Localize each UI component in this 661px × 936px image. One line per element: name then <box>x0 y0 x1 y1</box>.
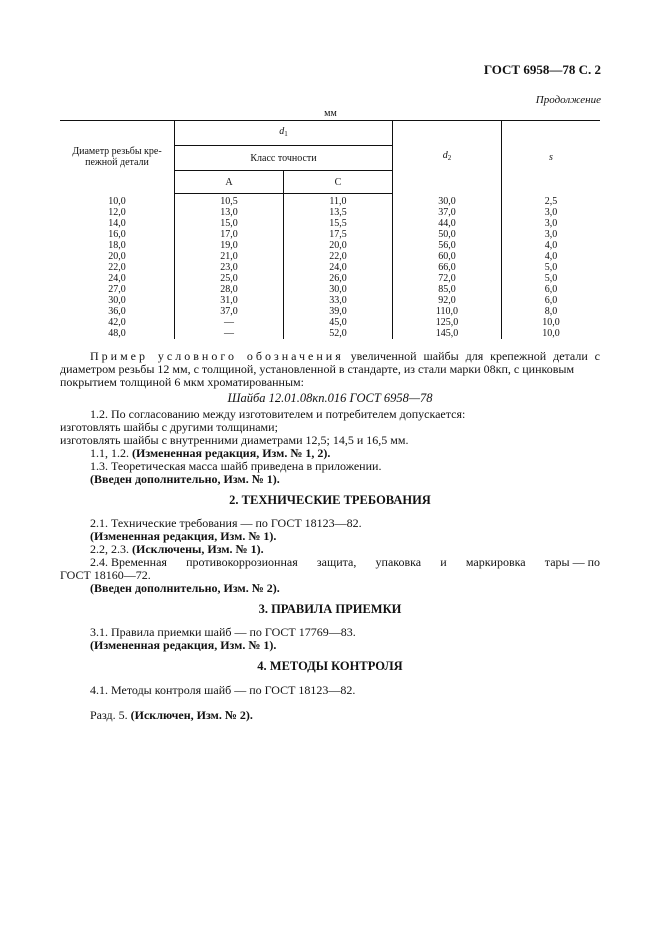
table-cell: 3,0 <box>502 207 601 218</box>
table-cell: 6,0 <box>502 284 601 295</box>
table-cell: 50,0 <box>393 229 502 240</box>
para-2-1: 2.1. Технические требования — по ГОСТ 18123—82. <box>90 516 362 530</box>
table-row <box>60 207 600 218</box>
table-cell: 12,0 <box>108 207 126 218</box>
dimensions-table <box>60 120 600 339</box>
table-row <box>60 251 600 262</box>
table-cell: 66,0 <box>393 262 502 273</box>
table-cell: 145,0 <box>393 328 502 339</box>
page-header: ГОСТ 6958—78 С. 2 <box>483 62 601 77</box>
continuation-label: Продолжение <box>535 94 601 106</box>
para-1-2: 1.2. По согласованию между изготовителем и потребителем допускается: <box>90 407 466 421</box>
unit-label: мм <box>324 108 337 119</box>
table-cell: 72,0 <box>393 273 502 284</box>
table-cell: 39,0 <box>284 306 393 317</box>
table-cell: 92,0 <box>393 295 502 306</box>
table-cell: 4,0 <box>502 251 601 262</box>
table-row <box>60 328 600 339</box>
table-cell: 16,0 <box>108 229 126 240</box>
para-3-1: 3.1. Правила приемки шайб — по ГОСТ 17769—83. <box>90 625 356 639</box>
table-cell: 10,0 <box>108 195 126 207</box>
table-cell: 3,0 <box>502 218 601 229</box>
table-cell: 37,0 <box>393 207 502 218</box>
table-cell: 24,0 <box>108 273 126 284</box>
example-lead: Пример условного обозначения <box>90 349 344 363</box>
para-1-2-item-2: изготовлять шайбы с внутренними диаметрами 12,5; 14,5 и 16,5 мм. <box>60 433 409 447</box>
table-cell: 15,0 <box>175 218 284 229</box>
example-line-3: покрытием толщиной 6 мкм хроматированным: <box>60 375 304 389</box>
table-cell: 30,0 <box>393 194 502 208</box>
table-cell: 22,0 <box>284 251 393 262</box>
table-cell: 26,0 <box>284 273 393 284</box>
section-2-title: 2. ТЕХНИЧЕСКИЕ ТРЕБОВАНИЯ <box>229 493 431 507</box>
table-cell: 24,0 <box>284 262 393 273</box>
para-2-4-note: (Введен дополнительно, Изм. № 2). <box>90 581 280 595</box>
table-cell: 5,0 <box>502 262 601 273</box>
table-cell: 8,0 <box>502 306 601 317</box>
table-cell: 30,0 <box>108 295 126 306</box>
table-cell: 18,0 <box>108 240 126 251</box>
table-cell: — <box>175 317 284 328</box>
para-2-1-note: (Измененная редакция, Изм. № 1). <box>90 529 277 543</box>
table-cell: 28,0 <box>175 284 284 295</box>
table-cell: 56,0 <box>393 240 502 251</box>
table-cell: — <box>175 328 284 339</box>
table-cell: 52,0 <box>284 328 393 339</box>
table-cell: 13,0 <box>175 207 284 218</box>
table-cell: 10,0 <box>502 328 601 339</box>
designation-example: Шайба 12.01.08кп.016 ГОСТ 6958—78 <box>227 391 433 405</box>
section-5-note: Разд. 5. (Исключен, Изм. № 2). <box>90 708 253 722</box>
para-1-3: 1.3. Теоретическая масса шайб приведена в приложении. <box>90 459 382 473</box>
table-row <box>60 295 600 306</box>
table-row <box>60 306 600 317</box>
table-cell: 125,0 <box>393 317 502 328</box>
table-cell: 11,0 <box>284 194 393 208</box>
table-cell: 48,0 <box>108 328 126 339</box>
table-cell: 44,0 <box>393 218 502 229</box>
table-cell: 37,0 <box>175 306 284 317</box>
table-row <box>60 284 600 295</box>
table-cell: 3,0 <box>502 229 601 240</box>
table-cell: 2,5 <box>502 194 601 208</box>
table-cell: 22,0 <box>108 262 126 273</box>
table-cell: 25,0 <box>175 273 284 284</box>
table-cell: 15,5 <box>284 218 393 229</box>
col-s-header: s <box>502 121 601 194</box>
para-1-3-note: (Введен дополнительно, Изм. № 1). <box>90 472 280 486</box>
para-2-4: 2.4. Временная противокоррозионная защита, упаковка и маркировка тары — по <box>90 555 600 569</box>
table-cell: 20,0 <box>284 240 393 251</box>
col-class-c-header: C <box>284 171 393 194</box>
table-cell: 17,0 <box>175 229 284 240</box>
table-row <box>60 194 600 208</box>
para-1-1-note: 1.1, 1.2. (Измененная редакция, Изм. № 1, 2). <box>90 446 331 460</box>
table-cell: 85,0 <box>393 284 502 295</box>
table-cell: 5,0 <box>502 273 601 284</box>
table-row <box>60 218 600 229</box>
para-3-1-note: (Измененная редакция, Изм. № 1). <box>90 638 277 652</box>
table-cell: 4,0 <box>502 240 601 251</box>
example-line-2: диаметром резьбы 12 мм, с толщиной, установленной в стандарте, из стали марки 08кп, с цинковым <box>60 362 575 376</box>
para-4-1: 4.1. Методы контроля шайб — по ГОСТ 18123—82. <box>90 683 356 697</box>
table-cell: 10,5 <box>175 194 284 208</box>
table-cell: 19,0 <box>175 240 284 251</box>
col-d1-header: $d_1$ <box>175 121 393 146</box>
para-2-4-cont: ГОСТ 18160—72. <box>60 568 151 582</box>
para-1-2-item-1: изготовлять шайбы с другими толщинами; <box>60 420 278 434</box>
table-row <box>60 273 600 284</box>
table-row <box>60 229 600 240</box>
col-class-a-header: A <box>175 171 284 194</box>
para-2-2-2-3: 2.2, 2.3. (Исключены, Изм. № 1). <box>90 542 264 556</box>
table-row <box>60 317 600 328</box>
col-accuracy-class-header: Класс точности <box>175 146 393 171</box>
table-row <box>60 262 600 273</box>
table-cell: 13,5 <box>284 207 393 218</box>
table-cell: 14,0 <box>108 218 126 229</box>
table-cell: 36,0 <box>108 306 126 317</box>
table-cell: 27,0 <box>108 284 126 295</box>
section-3-title: 3. ПРАВИЛА ПРИЕМКИ <box>258 602 402 616</box>
example-text-1: увеличенной шайбы для крепежной детали с <box>343 349 600 363</box>
section-4-title: 4. МЕТОДЫ КОНТРОЛЯ <box>257 659 403 673</box>
table-cell: 30,0 <box>284 284 393 295</box>
table-cell: 20,0 <box>108 251 126 262</box>
table-cell: 17,5 <box>284 229 393 240</box>
table-cell: 31,0 <box>175 295 284 306</box>
table-row <box>60 240 600 251</box>
col-thread-diameter-header: Диаметр резьбы кре- пежной детали <box>60 121 175 194</box>
table-cell: 23,0 <box>175 262 284 273</box>
table-cell: 42,0 <box>108 317 126 328</box>
table-cell: 6,0 <box>502 295 601 306</box>
table-cell: 33,0 <box>284 295 393 306</box>
table-cell: 60,0 <box>393 251 502 262</box>
table-cell: 21,0 <box>175 251 284 262</box>
col-d2-header: $d_2$ <box>393 121 502 194</box>
table-cell: 45,0 <box>284 317 393 328</box>
table-cell: 110,0 <box>393 306 502 317</box>
table-cell: 10,0 <box>502 317 601 328</box>
